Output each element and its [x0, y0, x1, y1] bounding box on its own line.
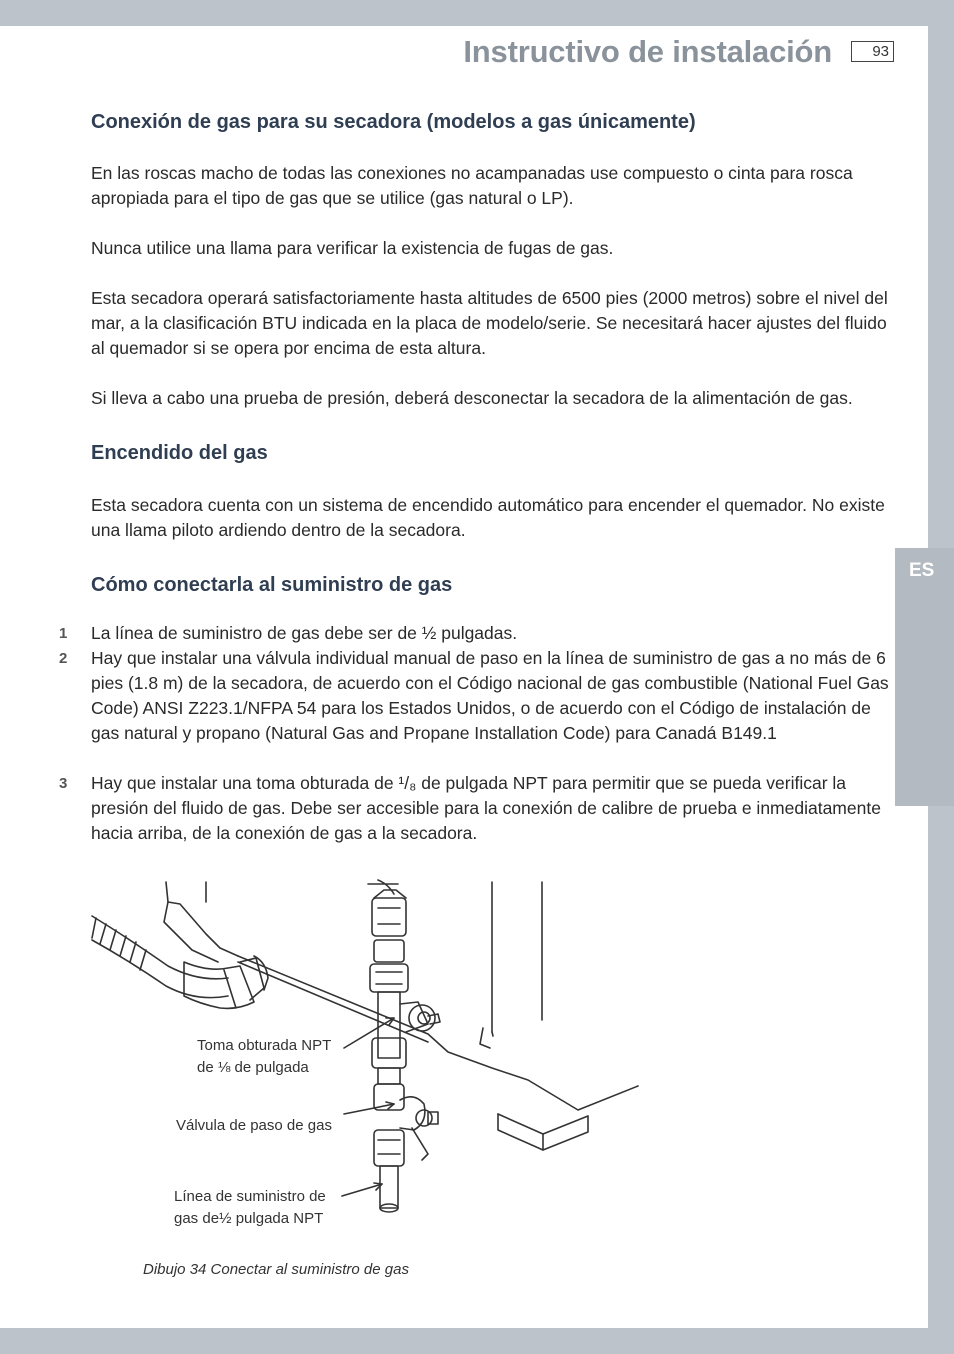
label-supply-line: Línea de suministro de gas de½ pulgada NPT: [174, 1188, 326, 1227]
step-number: 2: [59, 650, 68, 667]
paragraph: Esta secadora operará satisfactoriamente hasta altitudes de 6500 pies (2000 metros) sobre el nivel del mar, a la clasificación BTU indicada en la placa de modelo/serie. Se necesitará hacer ajustes del fluido al quemador si se opera por encima de esta altura.: [91, 288, 888, 358]
gas-connection-illustration: [88, 878, 648, 1228]
page-title: Instructivo de instalación: [463, 34, 832, 69]
step-number: 3: [59, 775, 68, 792]
section-heading-gas-connection: Conexión de gas para su secadora (modelos a gas únicamente): [91, 111, 696, 133]
step-text: La línea de suministro de gas debe ser de ½ pulgadas.: [91, 623, 518, 643]
label-pressure-tap: Toma obturada NPT de ⅛ de pulgada: [197, 1037, 332, 1076]
step-number: 1: [59, 625, 68, 642]
paragraph: Nunca utilice una llama para verificar la existencia de fugas de gas.: [91, 238, 614, 258]
paragraph: Esta secadora cuenta con un sistema de encendido automático para encender el quemador. No existe una llama piloto ardiendo dentro de la secadora.: [91, 495, 885, 540]
step-text: Hay que instalar una válvula individual manual de paso en la línea de suministro de gas a no más de 6 pies (1.8 m) de la secadora, de acuerdo con el Código nacional de gas combustible (National Fuel Gas Code) ANSI Z223.1/NFPA 54 para los Estados Unidos, o de acuerdo con el Código de instalación de gas natural y propano (Natural Gas and Propane Installation Code) para Canadá B149.1: [91, 648, 889, 743]
label-shutoff-valve: Válvula de paso de gas: [176, 1117, 332, 1134]
section-heading-ignition: Encendido del gas: [91, 442, 268, 464]
section-heading-connect-supply: Cómo conectarla al suministro de gas: [91, 574, 453, 596]
paragraph: En las roscas macho de todas las conexiones no acampanadas use compuesto o cinta para rosca apropiada para el tipo de gas que se utilice (gas natural o LP).: [91, 163, 853, 208]
language-tab-label: ES: [909, 560, 935, 581]
step-text: Hay que instalar una toma obturada de ¹/₈ de pulgada NPT para permitir que se pueda verificar la presión del fluido de gas. Debe ser accesible para la conexión de calibre de prueba e inmediatamente hacia arriba, de la conexión de gas a la secadora.: [91, 773, 881, 843]
paragraph: Si lleva a cabo una prueba de presión, deberá desconectar la secadora de la alimentación de gas.: [91, 388, 853, 408]
page-number: 93: [851, 41, 894, 62]
figure-caption: Dibujo 34 Conectar al suministro de gas: [143, 1261, 409, 1278]
language-tab: [895, 548, 954, 806]
